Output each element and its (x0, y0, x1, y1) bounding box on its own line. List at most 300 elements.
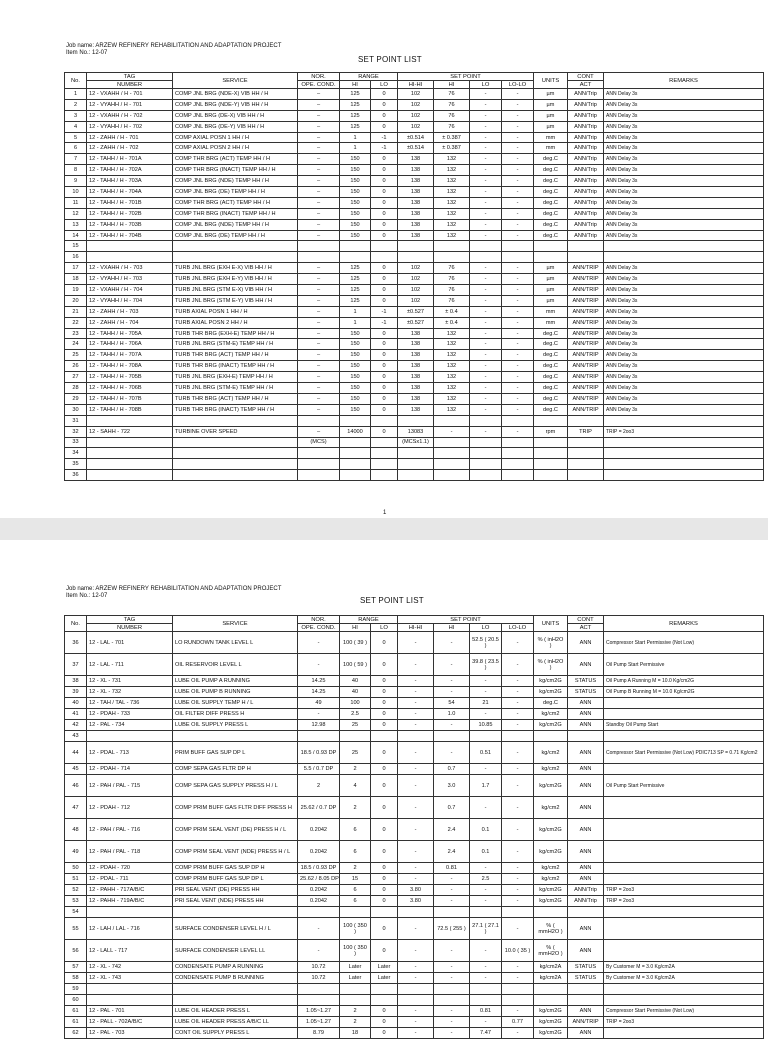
cell-cont-act: ANN (568, 918, 604, 940)
cell-set-point-hihi: ±0.527 (398, 317, 434, 328)
cell-nor-ope-cond (298, 448, 340, 459)
cell-set-point-hi: 76 (434, 89, 470, 100)
cell-service: TURB JNL BRG (EXH-E) TEMP HH / H (173, 372, 298, 383)
cell-range-lo: 0 (371, 687, 398, 698)
cell-tag-number (87, 437, 173, 448)
col-act: ACT (568, 81, 604, 89)
item-number: Item No.: 12-07 (66, 50, 108, 56)
cell-set-point-hi (434, 731, 470, 742)
cell-cont-act: ANN/TRIP (568, 1017, 604, 1028)
cell-tag-number: 12 - LAL - 701 (87, 632, 173, 654)
cell-cont-act: ANN (568, 863, 604, 874)
cell-service (173, 470, 298, 481)
cell-tag-number: 12 - VXAHH / H - 702 (87, 110, 173, 121)
cell-nor-ope-cond: – (298, 285, 340, 296)
cell-range-lo: 0 (371, 208, 398, 219)
cell-remarks (604, 984, 764, 995)
cell-nor-ope-cond: – (298, 306, 340, 317)
cell-range-hi: Later (340, 973, 371, 984)
table-row (65, 918, 764, 940)
cell-cont-act: ANN/Trip (568, 219, 604, 230)
cell-tag-number: 12 - TAHH / H - 703B (87, 219, 173, 230)
cell-range-hi: 25 (340, 720, 371, 731)
cell-range-hi: 2 (340, 797, 371, 819)
cell-set-point-hi (434, 984, 470, 995)
cell-set-point-hi: 132 (434, 176, 470, 187)
cell-tag-number: 12 - PDAH - 733 (87, 709, 173, 720)
cell-range-hi: 1 (340, 317, 371, 328)
cell-range-hi: 150 (340, 372, 371, 383)
cell-units (534, 995, 568, 1006)
cell-units: µm (534, 110, 568, 121)
cell-set-point-hihi: - (398, 874, 434, 885)
table-row (65, 874, 764, 885)
cell-set-point-hihi: 3.80 (398, 885, 434, 896)
cell-set-point-hihi: - (398, 687, 434, 698)
cell-set-point-lo: - (470, 962, 502, 973)
cell-range-hi: 150 (340, 350, 371, 361)
cell-service: COMP JNL BRG (DE-X) VIB HH / H (173, 110, 298, 121)
cell-range-lo: 0 (371, 896, 398, 907)
cell-range-lo (371, 415, 398, 426)
cell-cont-act: ANN (568, 841, 604, 863)
col-sp-lo: LO (470, 624, 502, 632)
cell-remarks (604, 841, 764, 863)
cell-row-no: 45 (65, 764, 87, 775)
cell-set-point-lo: - (470, 132, 502, 143)
cell-units: kg/cm2A (534, 962, 568, 973)
cell-nor-ope-cond: - (298, 918, 340, 940)
cell-set-point-lolo: - (502, 317, 534, 328)
table-row (65, 339, 764, 350)
cell-remarks (604, 731, 764, 742)
table-row (65, 764, 764, 775)
cell-units (534, 984, 568, 995)
cell-service: COMP AXIAL POSN 2 HH / H (173, 143, 298, 154)
cell-service: PRI SEAL VENT (DE) PRESS HH (173, 885, 298, 896)
col-no: No. (65, 616, 87, 632)
cell-range-hi: 125 (340, 99, 371, 110)
cell-set-point-hi: 132 (434, 350, 470, 361)
table-row (65, 896, 764, 907)
cell-service: TURB THR BRG (INACT) TEMP HH / H (173, 404, 298, 415)
cell-set-point-lo: - (470, 328, 502, 339)
cell-remarks: TRIP = 2oo3 (604, 885, 764, 896)
cell-remarks: By Customer M = 3.0 Kg/cm2A (604, 962, 764, 973)
cell-service: COMP THR BRG (ACT) TEMP HH / H (173, 197, 298, 208)
cell-set-point-lolo: - (502, 263, 534, 274)
cell-range-lo: 0 (371, 1006, 398, 1017)
cell-set-point-hi: 0.7 (434, 764, 470, 775)
cell-set-point-lolo: - (502, 404, 534, 415)
cell-cont-act: ANN/TRIP (568, 361, 604, 372)
cell-units (534, 437, 568, 448)
cell-set-point-lo: - (470, 339, 502, 350)
cell-range-lo: -1 (371, 132, 398, 143)
cell-units: µm (534, 121, 568, 132)
table-row (65, 907, 764, 918)
table-row (65, 208, 764, 219)
cell-range-lo: 0 (371, 383, 398, 394)
cell-cont-act: STATUS (568, 676, 604, 687)
cell-set-point-hi: 54 (434, 698, 470, 709)
cell-tag-number: 12 - TAHH / H - 701A (87, 154, 173, 165)
cell-range-hi: 150 (340, 404, 371, 415)
cell-set-point-hi: - (434, 742, 470, 764)
cell-set-point-hihi: 13083 (398, 426, 434, 437)
cell-set-point-lo: 7.47 (470, 1028, 502, 1039)
cell-tag-number: 12 - PAL - 734 (87, 720, 173, 731)
cell-set-point-lo: 2.5 (470, 874, 502, 885)
cell-set-point-hi: ± 0.4 (434, 317, 470, 328)
cell-service: PRIM BUFF GAS SUP DP L (173, 742, 298, 764)
cell-set-point-hihi: 138 (398, 230, 434, 241)
cell-row-no: 41 (65, 709, 87, 720)
cell-set-point-hi: 76 (434, 99, 470, 110)
cell-set-point-lolo (502, 252, 534, 263)
cell-tag-number: 12 - PAL - 703 (87, 1028, 173, 1039)
cell-row-no: 3 (65, 110, 87, 121)
cell-set-point-hi: 76 (434, 274, 470, 285)
cell-set-point-hi: - (434, 720, 470, 731)
cell-set-point-hihi: 102 (398, 263, 434, 274)
table-row (65, 1017, 764, 1028)
cell-service: CONT OIL SUPPLY PRESS L (173, 1028, 298, 1039)
cell-remarks (604, 437, 764, 448)
cell-set-point-hihi: - (398, 698, 434, 709)
cell-service: LUBE OIL HEADER PRESS L (173, 1006, 298, 1017)
cell-set-point-hi: 72.5 ( 255 ) (434, 918, 470, 940)
cell-set-point-hihi: 138 (398, 361, 434, 372)
table-row (65, 940, 764, 962)
cell-service (173, 241, 298, 252)
table-row (65, 437, 764, 448)
cell-remarks: Compressor Start Permissive (Not Low) (604, 632, 764, 654)
col-range: RANGE (340, 616, 398, 624)
cell-range-hi: 150 (340, 361, 371, 372)
cell-set-point-hihi: 138 (398, 208, 434, 219)
cell-range-lo: 0 (371, 121, 398, 132)
cell-service: COMP JNL BRG (NDE) TEMP HH / H (173, 219, 298, 230)
cell-nor-ope-cond: - (298, 632, 340, 654)
cell-remarks (604, 241, 764, 252)
cell-row-no: 7 (65, 154, 87, 165)
cell-set-point-lolo: - (502, 99, 534, 110)
table-row (65, 709, 764, 720)
cell-row-no: 61 (65, 1017, 87, 1028)
cell-set-point-lolo: - (502, 698, 534, 709)
cell-units: deg.C (534, 219, 568, 230)
cell-service: TURB THR BRG (EXH-E) TEMP HH / H (173, 328, 298, 339)
cell-units (534, 470, 568, 481)
cell-cont-act (568, 459, 604, 470)
cell-remarks: ANN Delay 3s (604, 176, 764, 187)
cell-cont-act: ANN (568, 819, 604, 841)
cell-range-lo: 0 (371, 775, 398, 797)
cell-range-lo: 0 (371, 219, 398, 230)
cell-units: µm (534, 274, 568, 285)
cell-remarks (604, 940, 764, 962)
set-point-table (64, 72, 764, 481)
cell-set-point-lolo: - (502, 230, 534, 241)
cell-row-no: 48 (65, 819, 87, 841)
cell-set-point-hihi (398, 252, 434, 263)
cell-tag-number: 12 - LALL - 717 (87, 940, 173, 962)
cell-set-point-lolo: - (502, 863, 534, 874)
col-sp-lo: LO (470, 81, 502, 89)
cell-range-hi: 1 (340, 306, 371, 317)
cell-set-point-hi: 0.81 (434, 863, 470, 874)
cell-set-point-hihi (398, 907, 434, 918)
cell-tag-number: 12 - TAHH / H - 706B (87, 383, 173, 394)
cell-set-point-hi: 0.7 (434, 797, 470, 819)
cell-units: µm (534, 99, 568, 110)
cell-tag-number (87, 995, 173, 1006)
cell-row-no: 8 (65, 165, 87, 176)
cell-cont-act (568, 448, 604, 459)
cell-service: LUBE OIL SUPPLY TEMP H / L (173, 698, 298, 709)
cell-remarks: ANN Delay 3s (604, 165, 764, 176)
cell-nor-ope-cond: 10.72 (298, 962, 340, 973)
cell-range-hi: 150 (340, 165, 371, 176)
cell-cont-act: ANN/TRIP (568, 274, 604, 285)
cell-nor-ope-cond: – (298, 404, 340, 415)
cell-range-lo (371, 241, 398, 252)
cell-units: deg.C (534, 383, 568, 394)
table-row (65, 742, 764, 764)
cell-nor-ope-cond: – (298, 295, 340, 306)
cell-row-no: 21 (65, 306, 87, 317)
table-row (65, 863, 764, 874)
cell-set-point-hi: 2.4 (434, 841, 470, 863)
cell-tag-number (87, 907, 173, 918)
col-sp-lolo: LO-LO (502, 81, 534, 89)
cell-row-no: 17 (65, 263, 87, 274)
cell-service: TURB AXIAL POSN 1 HH / H (173, 306, 298, 317)
cell-set-point-lolo: - (502, 274, 534, 285)
cell-nor-ope-cond (298, 995, 340, 1006)
cell-remarks (604, 709, 764, 720)
cell-range-lo: 0 (371, 176, 398, 187)
cell-cont-act: ANN (568, 709, 604, 720)
cell-units (534, 907, 568, 918)
cell-tag-number: 12 - VYAHH / H - 701 (87, 99, 173, 110)
cell-remarks: ANN Delay 3s (604, 99, 764, 110)
cell-cont-act: ANN/Trip (568, 197, 604, 208)
table-row (65, 1006, 764, 1017)
cell-service: SURFACE CONDENSER LEVEL LL (173, 940, 298, 962)
cell-cont-act: ANN/TRIP (568, 404, 604, 415)
cell-tag-number (87, 252, 173, 263)
table-row (65, 470, 764, 481)
cell-remarks: ANN Delay 3s (604, 393, 764, 404)
cell-units: deg.C (534, 393, 568, 404)
cell-cont-act: STATUS (568, 687, 604, 698)
cell-remarks: ANN Delay 3s (604, 285, 764, 296)
cell-service: COMP PRIM BUFF GAS FLTR DIFF PRESS H (173, 797, 298, 819)
cell-nor-ope-cond: – (298, 339, 340, 350)
cell-range-hi: 150 (340, 197, 371, 208)
cell-service: LUBE OIL PUMP A RUNNING (173, 676, 298, 687)
cell-set-point-hi (434, 241, 470, 252)
cell-set-point-lolo: - (502, 393, 534, 404)
cell-set-point-lo: 10.85 (470, 720, 502, 731)
col-units: UNITS (534, 616, 568, 632)
cell-set-point-hihi: 138 (398, 393, 434, 404)
cell-set-point-hihi: ±0.514 (398, 132, 434, 143)
cell-remarks: ANN Delay 3s (604, 263, 764, 274)
cell-set-point-lolo (502, 995, 534, 1006)
cell-set-point-lolo: - (502, 962, 534, 973)
cell-set-point-lolo: - (502, 720, 534, 731)
cell-row-no: 19 (65, 285, 87, 296)
cell-set-point-lo: - (470, 165, 502, 176)
table-row (65, 187, 764, 198)
cell-range-hi: 2.5 (340, 709, 371, 720)
cell-range-hi: 6 (340, 885, 371, 896)
cell-tag-number: 12 - VYAHH / H - 702 (87, 121, 173, 132)
cell-set-point-hihi: - (398, 841, 434, 863)
cell-range-lo: 0 (371, 328, 398, 339)
col-remarks: REMARKS (604, 616, 764, 632)
cell-set-point-hi (434, 995, 470, 1006)
cell-remarks: TRIP = 2oo3 (604, 426, 764, 437)
cell-set-point-hihi: - (398, 962, 434, 973)
cell-service: LUBE OIL PUMP B RUNNING (173, 687, 298, 698)
col-range-lo: LO (371, 81, 398, 89)
cell-row-no: 29 (65, 393, 87, 404)
col-remarks: REMARKS (604, 73, 764, 89)
cell-range-hi: 2 (340, 863, 371, 874)
cell-set-point-lo: - (470, 121, 502, 132)
cell-cont-act: ANN/Trip (568, 885, 604, 896)
cell-row-no: 22 (65, 317, 87, 328)
cell-remarks: ANN Delay 3s (604, 110, 764, 121)
cell-set-point-lo: - (470, 306, 502, 317)
col-set-point: SET POINT (398, 616, 534, 624)
cell-set-point-lolo (502, 731, 534, 742)
cell-units: µm (534, 285, 568, 296)
cell-tag-number: 12 - TAHH / H - 701B (87, 197, 173, 208)
cell-range-lo: 0 (371, 918, 398, 940)
cell-cont-act: ANN/TRIP (568, 372, 604, 383)
cell-set-point-hihi: - (398, 940, 434, 962)
table-row (65, 165, 764, 176)
cell-range-hi: 18 (340, 1028, 371, 1039)
cell-set-point-lolo: - (502, 973, 534, 984)
cell-units: mm (534, 317, 568, 328)
cell-tag-number: 12 - TAHH / H - 703A (87, 176, 173, 187)
cell-nor-ope-cond (298, 415, 340, 426)
table-row (65, 274, 764, 285)
cell-service: CONDENSATE PUMP B RUNNING (173, 973, 298, 984)
cell-row-no: 24 (65, 339, 87, 350)
cell-remarks (604, 698, 764, 709)
cell-set-point-lolo (502, 437, 534, 448)
cell-range-lo: 0 (371, 1017, 398, 1028)
cell-set-point-hihi: - (398, 742, 434, 764)
col-range-lo: LO (371, 624, 398, 632)
cell-service (173, 252, 298, 263)
cell-set-point-lolo: - (502, 1028, 534, 1039)
cell-range-lo: 0 (371, 819, 398, 841)
cell-row-no: 18 (65, 274, 87, 285)
table-row (65, 393, 764, 404)
cell-set-point-hi: 76 (434, 110, 470, 121)
cell-set-point-hi: - (434, 896, 470, 907)
cell-service: TURB JNL BRG (STM-E) TEMP HH / H (173, 383, 298, 394)
cell-cont-act: ANN (568, 720, 604, 731)
cell-units: deg.C (534, 187, 568, 198)
cell-units: kg/cm2 (534, 797, 568, 819)
cell-tag-number: 12 - VXAHH / H - 701 (87, 89, 173, 100)
cell-range-hi: 150 (340, 219, 371, 230)
cell-set-point-hi: - (434, 885, 470, 896)
cell-range-lo: 0 (371, 676, 398, 687)
cell-set-point-lo: 52.5 ( 20.5 ) (470, 632, 502, 654)
cell-cont-act: ANN (568, 654, 604, 676)
cell-units: deg.C (534, 154, 568, 165)
cell-set-point-hihi: 102 (398, 274, 434, 285)
cell-row-no: 31 (65, 415, 87, 426)
cell-service: OIL RESERVOIR LEVEL L (173, 654, 298, 676)
cell-set-point-hihi: 102 (398, 110, 434, 121)
table-row (65, 797, 764, 819)
cell-set-point-lolo: - (502, 89, 534, 100)
cell-cont-act: ANN/Trip (568, 230, 604, 241)
cell-units (534, 415, 568, 426)
cell-cont-act: ANN (568, 775, 604, 797)
cell-tag-number: 12 - TAHH / H - 706A (87, 339, 173, 350)
cell-set-point-hi: - (434, 1017, 470, 1028)
col-tag-number: NUMBER (87, 81, 173, 89)
cell-set-point-hi: 132 (434, 219, 470, 230)
cell-cont-act (568, 470, 604, 481)
cell-set-point-lolo: - (502, 709, 534, 720)
cell-cont-act: ANN/Trip (568, 896, 604, 907)
cell-nor-ope-cond: 8.79 (298, 1028, 340, 1039)
cell-range-lo: 0 (371, 187, 398, 198)
table-row (65, 1028, 764, 1039)
cell-range-hi (340, 415, 371, 426)
cell-nor-ope-cond: – (298, 187, 340, 198)
table-row (65, 459, 764, 470)
cell-service: TURB AXIAL POSN 2 HH / H (173, 317, 298, 328)
cell-range-lo (371, 470, 398, 481)
cell-set-point-hihi: 138 (398, 350, 434, 361)
cell-row-no: 51 (65, 874, 87, 885)
cell-range-hi: 2 (340, 764, 371, 775)
cell-range-lo: 0 (371, 885, 398, 896)
cell-set-point-hihi: (MCSx1.1) (398, 437, 434, 448)
cell-nor-ope-cond: - (298, 654, 340, 676)
table-row (65, 383, 764, 394)
cell-nor-ope-cond: – (298, 328, 340, 339)
cell-range-hi: 100 (340, 698, 371, 709)
cell-row-no: 23 (65, 328, 87, 339)
cell-service: COMP PRIM BUFF GAS SUP DP L (173, 874, 298, 885)
col-units: UNITS (534, 73, 568, 89)
cell-set-point-hihi: 102 (398, 99, 434, 110)
cell-remarks (604, 819, 764, 841)
cell-row-no: 15 (65, 241, 87, 252)
cell-cont-act: ANN/Trip (568, 154, 604, 165)
table-row (65, 99, 764, 110)
cell-row-no: 36 (65, 632, 87, 654)
cell-tag-number: 12 - TAH / TAL - 736 (87, 698, 173, 709)
cell-units: deg.C (534, 230, 568, 241)
cell-nor-ope-cond: 25.62 / 0.7 DP (298, 797, 340, 819)
